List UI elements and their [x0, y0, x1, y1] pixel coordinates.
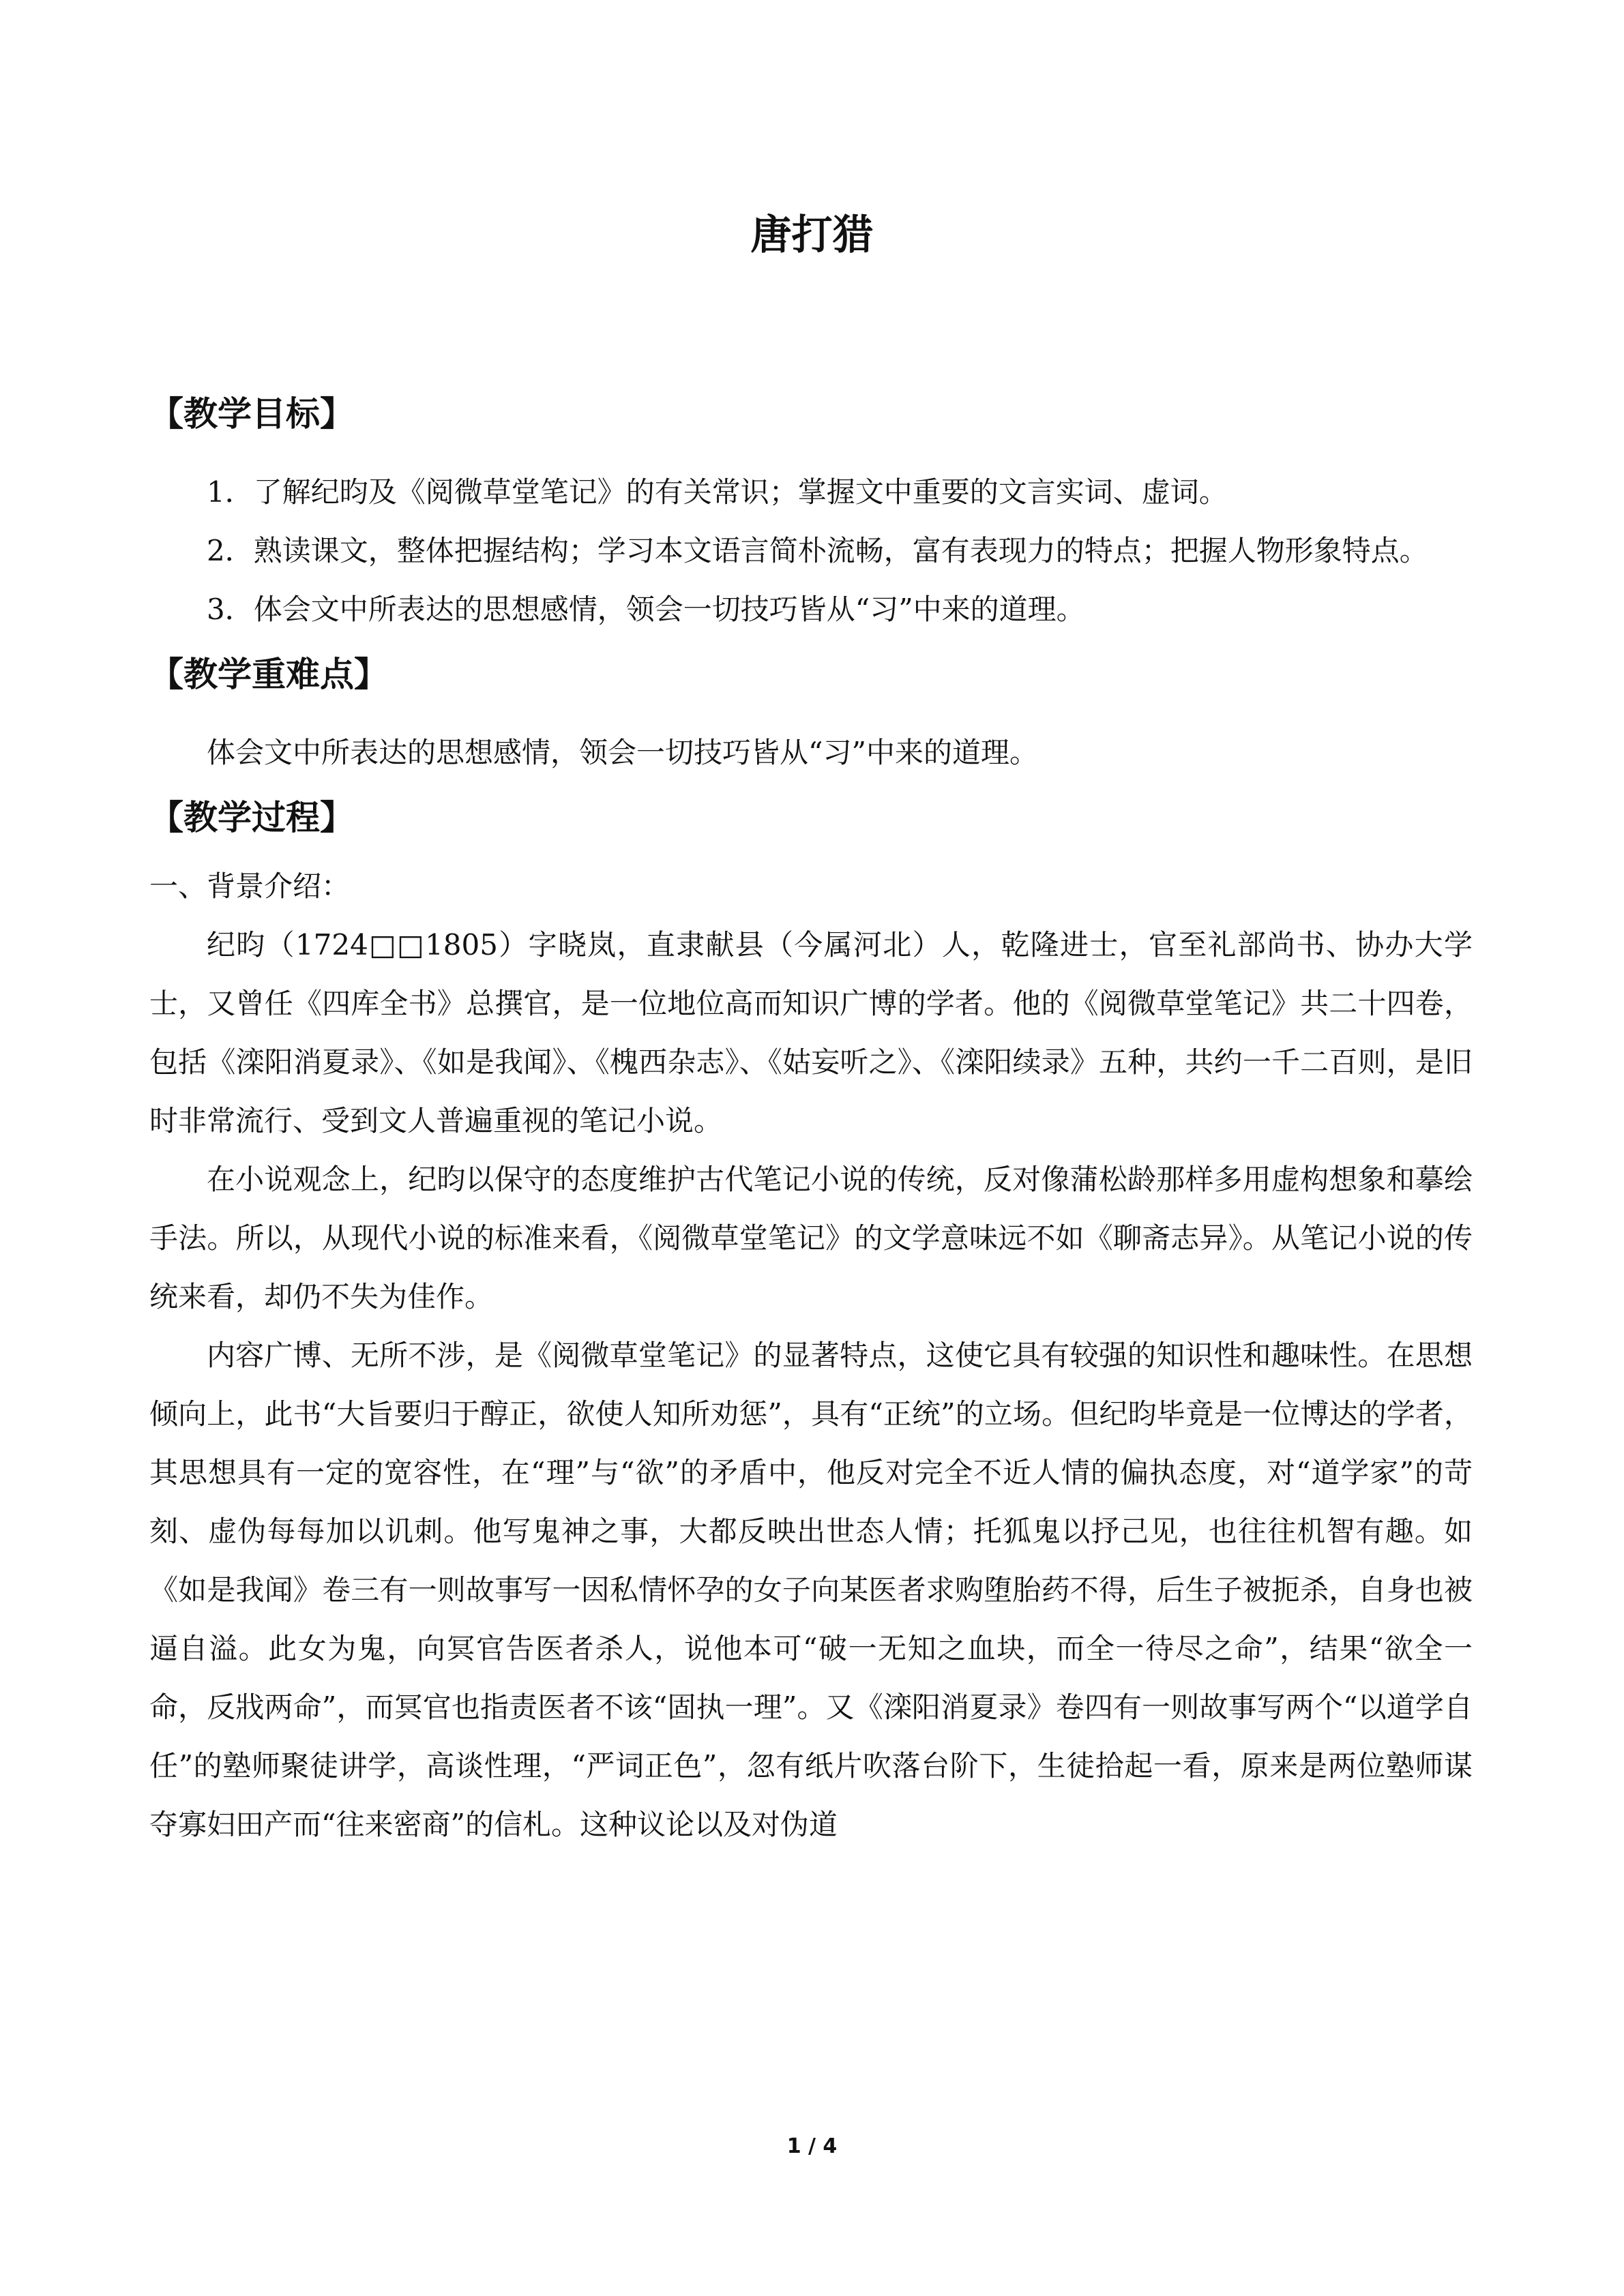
page-number: 1 / 4	[786, 2134, 838, 2158]
section-heading-key-points: 【教学重难点】	[149, 655, 388, 694]
background-paragraph-3: 内容广博、无所不涉，是《阅微草堂笔记》的显著特点，这使它具有较强的知识性和趣味性。在思想倾向上，此书“大旨要归于醇正，欲使人知所劝惩”，具有“正统”的立场。但纪昀毕竟是一位博达的学者，其思想具有一定的宽容性，在“理”与“欲”的矛盾中，他反对完全不近人情的偏执态度，对“道学家”的苛刻、虚伪每每加以讥刺。他写鬼神之事，大都反映出世态人情；托狐鬼以抒己见，也往往机智有趣。如《如是我闻》卷三有一则故事写一因私情怀孕的女子向某医者求购堕胎药不得，后生子被扼杀，自身也被逼自溢。此女为鬼，向冥官告医者杀人，说他本可“破一无知之血块，而全一待尽之命”，结果“欲全一命，反戕两命”，而冥官也指责医者不该“固执一理”。又《滦阳消夏录》卷四有一则故事写两个“以道学自任”的塾师聚徒讲学，高谈性理，“严词正色”，忽有纸片吹落台阶下，生徒拾起一看，原来是两位塾师谋夺寡妇田产而“往来密商”的信札。这种议论以及对伪道	[149, 1339, 1473, 1841]
process-subheading: 一、背景介绍：	[149, 869, 351, 903]
key-points-text: 体会文中所表达的思想感情，领会一切技巧皆从“习”中来的道理。	[207, 736, 1038, 769]
objective-item-2: 2．熟读课文，整体把握结构；学习本文语言简朴流畅，富有表现力的特点；把握人物形象特点。	[207, 534, 1428, 567]
section-heading-objectives: 【教学目标】	[149, 394, 354, 434]
background-paragraph-2: 在小说观念上，纪昀以保守的态度维护古代笔记小说的传统，反对像蒲松龄那样多用虚构想象和摹绘手法。所以，从现代小说的标准来看，《阅微草堂笔记》的文学意味远不如《聊斋志异》。从笔记小说的传统来看，却仍不失为佳作。	[149, 1163, 1473, 1313]
objective-item-1: 1．了解纪昀及《阅微草堂笔记》的有关常识；掌握文中重要的文言实词、虚词。	[207, 475, 1228, 509]
document-body	[149, 378, 1473, 1854]
page-title: 唐打猎	[750, 211, 874, 259]
objective-item-3: 3．体会文中所表达的思想感情，领会一切技巧皆从“习”中来的道理。	[207, 593, 1085, 626]
section-heading-process: 【教学过程】	[149, 798, 354, 837]
background-paragraph-1: 纪昀（1724□□1805）字晓岚，直隶献县（今属河北）人，乾隆进士，官至礼部尚书、协办大学士，又曾任《四库全书》总撰官，是一位地位高而知识广博的学者。他的《阅微草堂笔记》共二十四卷，包括《滦阳消夏录》、《如是我闻》、《槐西杂志》、《姑妄听之》、《滦阳续录》五种，共约一千二百则，是旧时非常流行、受到文人普遍重视的笔记小说。	[149, 928, 1473, 1137]
